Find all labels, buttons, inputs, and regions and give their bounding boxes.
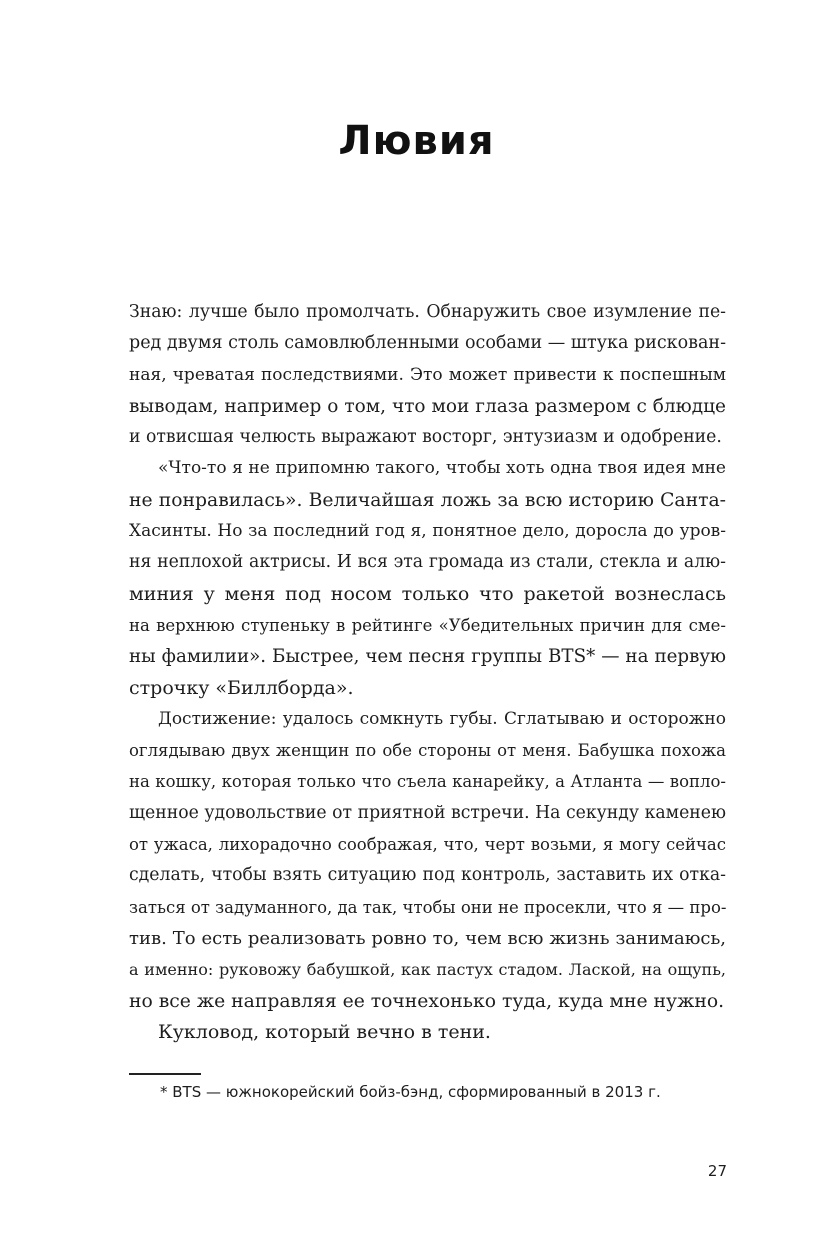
text-line: и отвисшая челюсть выражают восторг, энтузиазм и одобрение. [129, 427, 722, 448]
page-number: 27 [707, 1162, 727, 1180]
text-line: Хасинты. Но за последний год я, понятное дело, доросла до уров- [129, 521, 726, 542]
text-line: но все же направляя ее точнехонько туда, куда мне нужно. [129, 990, 725, 1012]
text-line: Кукловод, который вечно в тени. [158, 1020, 491, 1043]
text-line: на кошку, которая только что съела канарейку, а Атланта — вопло- [129, 772, 726, 792]
paragraph [129, 704, 726, 1017]
text-line: от ужаса, лихорадочно соображая, что, черт возьми, я могу сейчас [129, 835, 726, 855]
text-line: сделать, чтобы взять ситуацию под контроль, заставить их отка- [129, 865, 726, 886]
paragraph [129, 453, 726, 703]
text-line: на верхнюю ступеньку в рейтинге «Убедительных причин для сме- [129, 615, 726, 635]
paragraph [129, 1017, 726, 1048]
paragraph [129, 297, 726, 453]
text-line: не понравилась». Величайшая ложь за всю историю Санта- [129, 489, 726, 511]
text-line: «Что-то я не припомню такого, чтобы хоть одна твоя идея мне [158, 458, 726, 479]
text-line: ная, чреватая последствиями. Это может привести к поспешным [129, 364, 726, 385]
text-line: ня неплохой актрисы. И вся эта громада из стали, стекла и алю- [129, 552, 726, 573]
text-line: заться от задуманного, да так, чтобы они не просекли, что я — про- [129, 897, 727, 917]
text-line: а именно: руковожу бабушкой, как пастух стадом. Лаской, на ощупь, [129, 960, 726, 980]
text-line: щенное удовольствие от приятной встречи. На секунду каменею [129, 802, 726, 823]
footnote: * BTS — южнокорейский бойз-бэнд, сформированный в 2013 г. [160, 1083, 661, 1101]
chapter-title: Лювия [338, 118, 495, 164]
text-line: ны фамилии». Быстрее, чем песня группы BTS* — на первую [129, 646, 726, 668]
text-line: оглядываю двух женщин по обе стороны от меня. Бабушка похожа [129, 741, 726, 761]
text-line: Знаю: лучше было промолчать. Обнаружить свое изумление пе- [129, 302, 726, 322]
body-text [129, 297, 726, 1048]
text-line: тив. То есть реализовать ровно то, чем всю жизнь занимаюсь, [129, 927, 726, 949]
text-line: строчку «Биллборда». [129, 676, 354, 699]
text-line: миния у меня под носом только что ракетой вознеслась [129, 582, 726, 605]
text-line: выводам, например о том, что мои глаза размером с блюдце [129, 395, 726, 417]
footnote-divider [129, 1073, 201, 1075]
text-line: Достижение: удалось сомкнуть губы. Сглатываю и осторожно [158, 708, 726, 729]
text-line: ред двумя столь самовлюбленными особами — штука рискован- [129, 333, 726, 354]
